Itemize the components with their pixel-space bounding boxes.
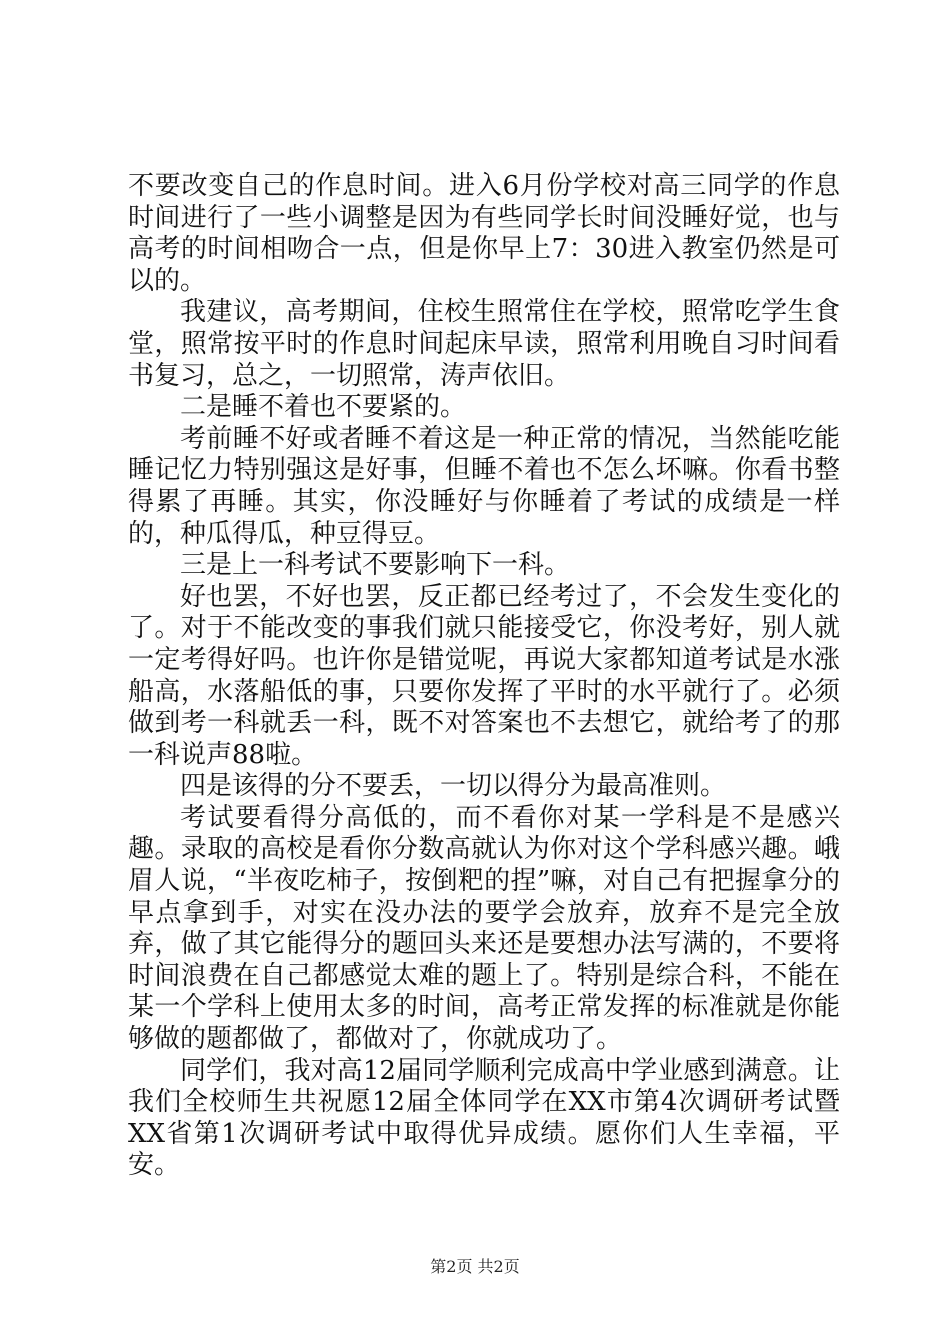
paragraph: 考试要看得分高低的，而不看你对某一学科是不是感兴趣。录取的高校是看你分数高就认为你对这个学科感兴趣。峨眉人说，“半夜吃柿子，按倒粑的捏”嘛，对自己有把握拿分的早点拿到手，对实在没办法的要学会放弃，放弃不是完全放弃，做了其它能得分的题回头来还是要想办法写满的，不要将时间浪费在自己都感觉太难的题上了。特别是综合科，不能在某一个学科上使用太多的时间，高考正常发挥的标准就是你能够做的题都做了，都做对了，你就成功了。 (128, 802, 840, 1055)
paragraph: 不要改变自己的作息时间。进入6月份学校对高三同学的作息时间进行了一些小调整是因为有些同学长时间没睡好觉，也与高考的时间相吻合一点，但是你早上7：30进入教室仍然是可以的。 (128, 171, 840, 296)
section-heading: 三是上一科考试不要影响下一科。 (180, 550, 571, 581)
paragraph: 我建议，高考期间，住校生照常住在学校，照常吃学生食堂，照常按平时的作息时间起床早读，照常利用晚自习时间看书复习，总之，一切照常，涛声依旧。 (128, 297, 840, 391)
document-body (128, 171, 840, 1182)
paragraph: 考前睡不好或者睡不着这是一种正常的情况，当然能吃能睡记忆力特别强这是好事，但睡不着也不怎么坏嘛。你看书整得累了再睡。其实，你没睡好与你睡着了考试的成绩是一样的，种瓜得瓜，种豆得豆。 (128, 423, 840, 549)
paragraph: 好也罢，不好也罢，反正都已经考过了，不会发生变化的了。对于不能改变的事我们就只能接受它，你没考好，别人就一定考得好吗。也许你是错觉呢，再说大家都知道考试是水涨船高，水落船低的事，只要你发挥了平时的水平就行了。必须做到考一科就丢一科，既不对答案也不去想它，就给考了的那一科说声88啦。 (128, 581, 840, 770)
section-heading: 四是该得的分不要丢，一切以得分为最高准则。 (180, 771, 727, 802)
section-heading: 二是睡不着也不要紧的。 (180, 392, 467, 423)
closing-paragraph: 同学们，我对高12届同学顺利完成高中学业感到满意。让我们全校师生共祝愿12届全体同学在XX市第4次调研考试暨XX省第1次调研考试中取得优异成绩。愿你们人生幸福，平安。 (128, 1055, 840, 1181)
page-number-footer: 第2页 共2页 (430, 1257, 520, 1276)
